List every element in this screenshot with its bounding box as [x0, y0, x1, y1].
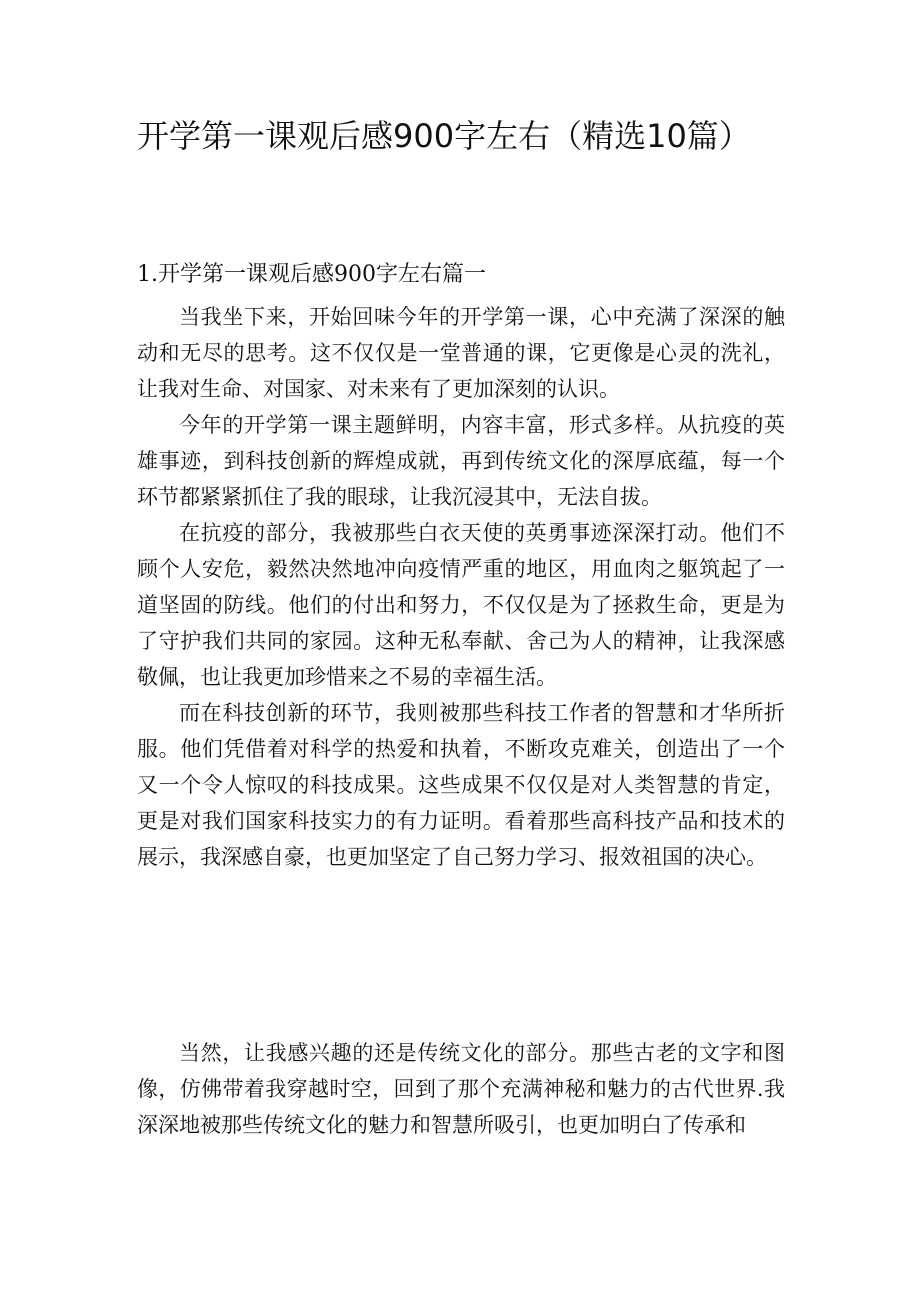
document-title: 开学第一课观后感900字左右（精选10篇） — [137, 117, 751, 155]
paragraph: 在抗疫的部分，我被那些白衣天使的英勇事迹深深打动。他们不顾个人安危，毅然决然地冲向疫情严重的地区，用血肉之躯筑起了一道坚固的防线。他们的付出和努力，不仅仅是为了拯救生命，更是为了守护我们共同的家园。这种无私奉献、舍己为人的精神，让我深感敬佩，也让我更加珍惜来之不易的幸福生活。 — [137, 521, 785, 689]
paragraph: 当我坐下来，开始回味今年的开学第一课，心中充满了深深的触动和无尽的思考。这不仅仅是一堂普通的课，它更像是心灵的洗礼，让我对生命、对国家、对未来有了更加深刻的认识。 — [137, 305, 785, 401]
paragraph: 今年的开学第一课主题鲜明，内容丰富，形式多样。从抗疫的英雄事迹，到科技创新的辉煌成就，再到传统文化的深厚底蕴，每一个环节都紧紧抓住了我的眼球，让我沉浸其中，无法自拔。 — [137, 413, 785, 509]
body-text-block — [137, 1035, 785, 1143]
body-text-block — [137, 299, 785, 875]
paragraph: 而在科技创新的环节，我则被那些科技工作者的智慧和才华所折服。他们凭借着对科学的热爱和执着，不断攻克难关，创造出了一个又一个令人惊叹的科技成果。这些成果不仅仅是对人类智慧的肯定，更是对我们国家科技实力的有力证明。看着那些高科技产品和技术的展示，我深感自豪，也更加坚定了自己努力学习、报效祖国的决心。 — [137, 701, 785, 869]
section-heading: 1.开学第一课观后感900字左右篇一 — [137, 262, 486, 287]
paragraph: 当然，让我感兴趣的还是传统文化的部分。那些古老的文字和图像，仿佛带着我穿越时空，回到了那个充满神秘和魅力的古代世界.我深深地被那些传统文化的魅力和智慧所吸引，也更加明白了传承和 — [137, 1041, 785, 1137]
